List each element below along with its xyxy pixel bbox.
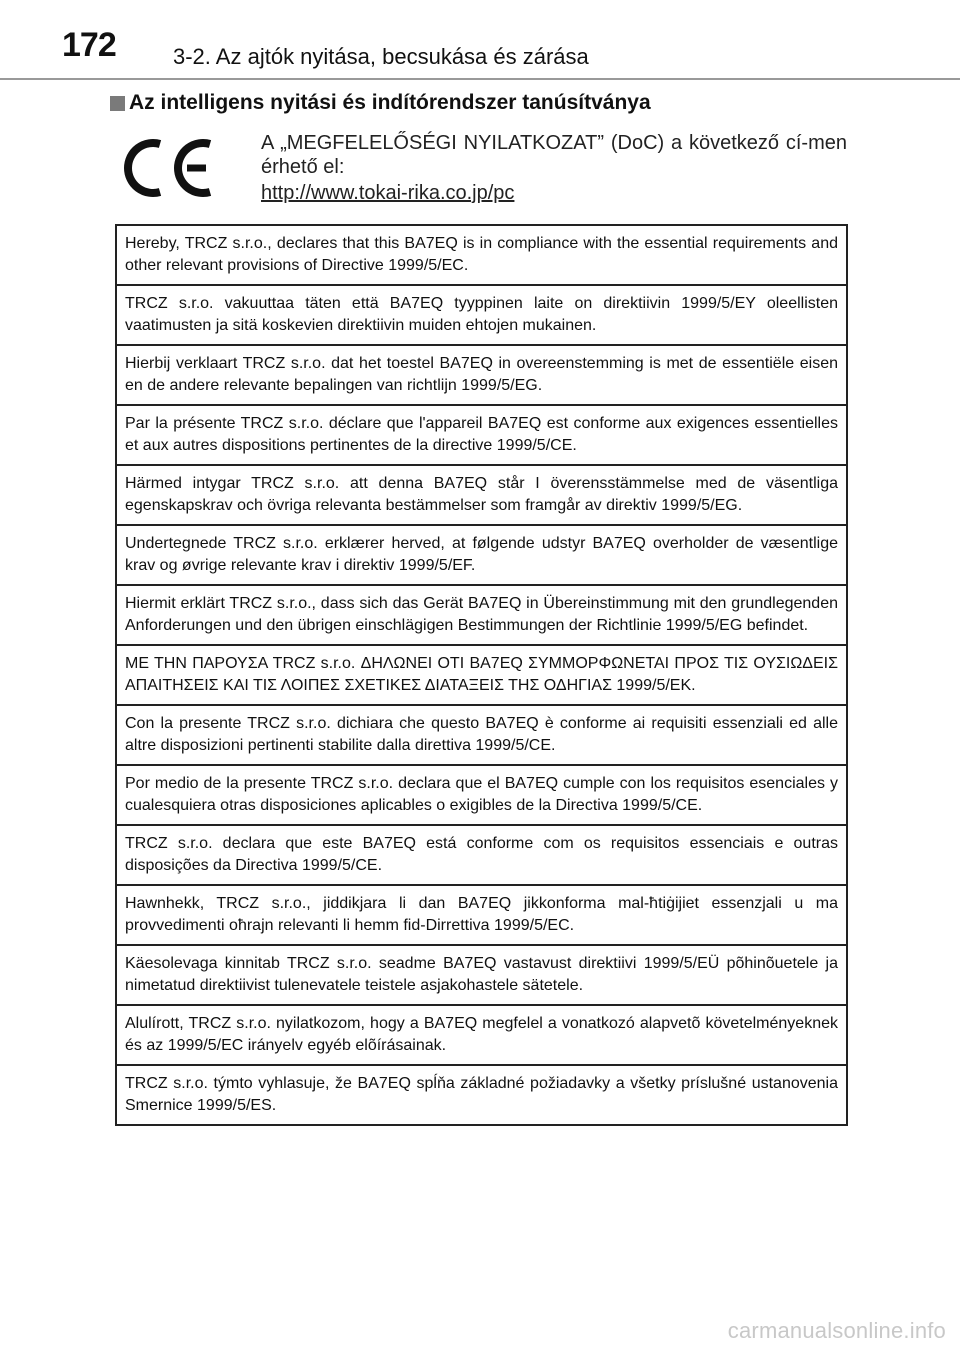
page-header <box>0 0 960 80</box>
ce-mark-icon <box>122 136 222 200</box>
page-number: 172 <box>62 26 116 64</box>
declaration-de: Hiermit erklärt TRCZ s.r.o., dass sich das Gerät BA7EQ in Übereinstimmung mit den grundlegenden Anforderungen und den übrigen einschlägigen Bestimmungen der Richtlinie 1999/5/EG befindet. <box>117 586 846 646</box>
declaration-fr: Par la présente TRCZ s.r.o. déclare que l'appareil BA7EQ est conforme aux exigences essentielles et aux autres dispositions pertinentes de la directive 1999/5/CE. <box>117 406 846 466</box>
declaration-hu: Alulírott, TRCZ s.r.o. nyilatkozom, hogy a BA7EQ megfelel a vonatkozó alapvetõ követelményeknek és az 1999/5/EC irányelv egyéb elõírásainak. <box>117 1006 846 1066</box>
doc-intro-text: A „MEGFELELŐSÉGI NYILATKOZAT” (DoC) a következő cí-men érhető el: <box>261 132 847 178</box>
section-heading <box>110 91 651 115</box>
declaration-sk: TRCZ s.r.o. týmto vyhlasuje, že BA7EQ spĺňa základné požiadavky a všetky príslušné ustanovenia Smernice 1999/5/ES. <box>125 1075 838 1114</box>
declaration-da: Undertegnede TRCZ s.r.o. erklærer herved, at følgende udstyr BA7EQ overholder de væsentlige krav og øvrige relevante krav i direktiv 1999/5/EF. <box>117 526 846 586</box>
declaration-et: Käesolevaga kinnitab TRCZ s.r.o. seadme BA7EQ vastavust direktiivi 1999/5/EÜ põhinõuetele ja nimetatud direktiivist tulenevatele teistele asjakohastele sätetele. <box>117 946 846 1006</box>
declaration-sv: Härmed intygar TRCZ s.r.o. att denna BA7EQ står I överensstämmelse med de väsentliga egenskapskrav och övriga relevanta bestämmelser som framgår av direktiv 1999/5/EG. <box>117 466 846 526</box>
declaration-nl: Hierbij verklaart TRCZ s.r.o. dat het toestel BA7EQ in overeenstemming is met de essentiële eisen en de andere relevante bepalingen van richtlijn 1999/5/EG. <box>117 346 846 406</box>
declaration-en: Hereby, TRCZ s.r.o., declares that this BA7EQ is in compliance with the essential requirements and other relevant provisions of Directive 1999/5/EC. <box>117 226 846 286</box>
declaration-el: ΜΕ ΤΗΝ ΠΑΡΟΥΣΑ TRCZ s.r.o. ΔΗΛΩΝΕΙ ΟΤΙ BA7EQ ΣΥΜΜΟΡΦΩΝΕΤΑΙ ΠΡΟΣ ΤΙΣ ΟΥΣΙΩΔΕΙΣ ΑΠΑΙΤΗΣΕΙΣ ΚΑΙ ΤΙΣ ΛΟΙΠΕΣ ΣΧΕΤΙΚΕΣ ΔΙΑΤΑΞΕΙΣ ΤΗΣ ΟΔΗΓΙΑΣ 1999/5/ΕΚ. <box>117 646 846 706</box>
chapter-title: 3-2. Az ajtók nyitása, becsukása és zárása <box>173 44 589 69</box>
watermark: carmanualsonline.info <box>727 1318 946 1343</box>
section-heading-text: Az intelligens nyitási és indítórendszer tanúsítványa <box>129 91 651 114</box>
declaration-it: Con la presente TRCZ s.r.o. dichiara che questo BA7EQ è conforme ai requisiti essenziali ed alle altre disposizioni pertinenti stabilite dalla direttiva 1999/5/CE. <box>117 706 846 766</box>
declarations-table <box>115 224 848 1126</box>
declaration-es: Por medio de la presente TRCZ s.r.o. declara que el BA7EQ cumple con los requisitos esenciales y cualesquiera otras disposiciones aplicables o exigibles de la Directiva 1999/5/CE. <box>117 766 846 826</box>
square-bullet-icon <box>110 96 125 111</box>
declaration-pt: TRCZ s.r.o. declara que este BA7EQ está conforme com os requisitos essenciais e outras disposições da Directiva 1999/5/CE. <box>117 826 846 886</box>
declaration-mt: Hawnhekk, TRCZ s.r.o., jiddikjara li dan BA7EQ jikkonforma mal-ħtiġijiet essenzjali u ma provvedimenti oħrajn relevanti li hemm fid-Dirrettiva 1999/5/EC. <box>117 886 846 946</box>
declaration-fi: TRCZ s.r.o. vakuuttaa täten että BA7EQ tyyppinen laite on direktiivin 1999/5/EY oleellisten vaatimusten ja sitä koskevien direktiivin muiden ehtojen mukainen. <box>117 286 846 346</box>
doc-url-link[interactable]: http://www.tokai-rika.co.jp/pc <box>261 182 515 204</box>
